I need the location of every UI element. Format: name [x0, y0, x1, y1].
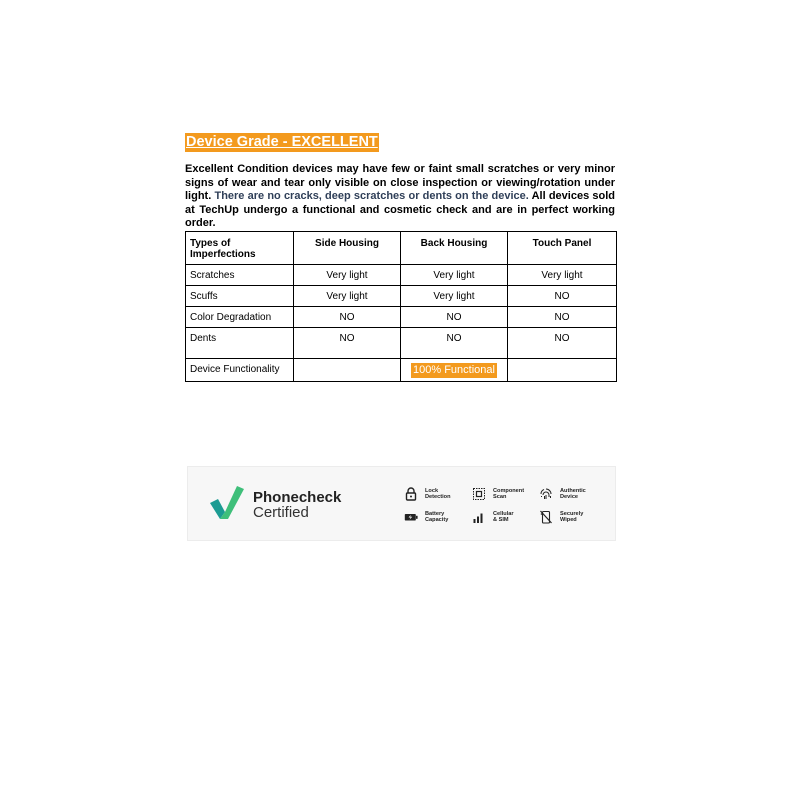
table-row [186, 328, 617, 359]
brand-certified: Certified [253, 504, 309, 521]
cell-side-housing: NO [294, 307, 401, 328]
feature-label: Cellular & SIM [493, 511, 514, 523]
cell-side-housing: Very light [294, 286, 401, 307]
description-part-2: There are no cracks, deep scratches or dents on the device. [214, 190, 529, 203]
description-part-1: Excellent Condition devices may have few or faint small scratches or very minor signs of wear and tear only visible on close inspection or viewing/rotation under light. [185, 163, 615, 203]
phonecheck-certified-banner [187, 466, 616, 541]
phonecheck-brand [253, 490, 341, 520]
wiped-icon [539, 510, 553, 524]
feature-securely-wiped [539, 510, 594, 524]
cell-back-housing: Very light [401, 286, 508, 307]
cell-touch-panel: NO [508, 307, 617, 328]
row-label: Scuffs [186, 286, 294, 307]
row-label: Color Degradation [186, 307, 294, 328]
functionality-back-housing [401, 359, 508, 382]
imperfections-table [185, 231, 617, 382]
feature-label: Battery Capacity [425, 511, 449, 523]
table-row [186, 307, 617, 328]
functional-badge: 100% Functional [413, 364, 495, 376]
cell-touch-panel: Very light [508, 265, 617, 286]
grade-description [185, 163, 615, 231]
brand-name: Phonecheck [253, 489, 342, 506]
cell-back-housing: Very light [401, 265, 508, 286]
feature-component-scan [472, 487, 527, 501]
functionality-touch-panel [508, 359, 617, 382]
header-touch-panel: Touch Panel [508, 232, 617, 265]
feature-lock-detection [404, 487, 459, 501]
row-label: Scratches [186, 265, 294, 286]
fingerprint-icon [539, 487, 553, 501]
feature-label: Authentic Device [560, 488, 586, 500]
table-row [186, 286, 617, 307]
header-back-housing: Back Housing [401, 232, 508, 265]
device-grade-title: Device Grade - EXCELLENT [186, 134, 378, 150]
feature-label: Component Scan [493, 488, 525, 500]
description-part-3: All devices sold at TechUp undergo a functional and cosmetic check and are in perfect working order. [185, 190, 616, 230]
phonecheck-check-logo [208, 485, 248, 521]
feature-battery-capacity [404, 510, 459, 524]
table-header-row [186, 232, 617, 265]
cell-touch-panel: NO [508, 286, 617, 307]
cell-back-housing: NO [401, 307, 508, 328]
battery-icon [404, 510, 418, 524]
lock-icon [404, 487, 418, 501]
feature-cellular-sim [472, 510, 527, 524]
component-scan-icon [472, 487, 486, 501]
feature-label: Lock Detection [425, 488, 451, 500]
cellular-signal-icon [472, 510, 486, 524]
header-types-of-imperfections: Types of Imperfections [186, 232, 294, 265]
feature-authentic-device [539, 487, 594, 501]
functionality-label: Device Functionality [186, 359, 294, 382]
table-row [186, 265, 617, 286]
row-label: Dents [186, 328, 294, 359]
header-side-housing: Side Housing [294, 232, 401, 265]
functionality-row [186, 359, 617, 382]
functionality-side-housing [294, 359, 401, 382]
feature-label: Securely Wiped [560, 511, 584, 523]
cell-back-housing: NO [401, 328, 508, 359]
cell-touch-panel: NO [508, 328, 617, 359]
cell-side-housing: Very light [294, 265, 401, 286]
cell-side-housing: NO [294, 328, 401, 359]
